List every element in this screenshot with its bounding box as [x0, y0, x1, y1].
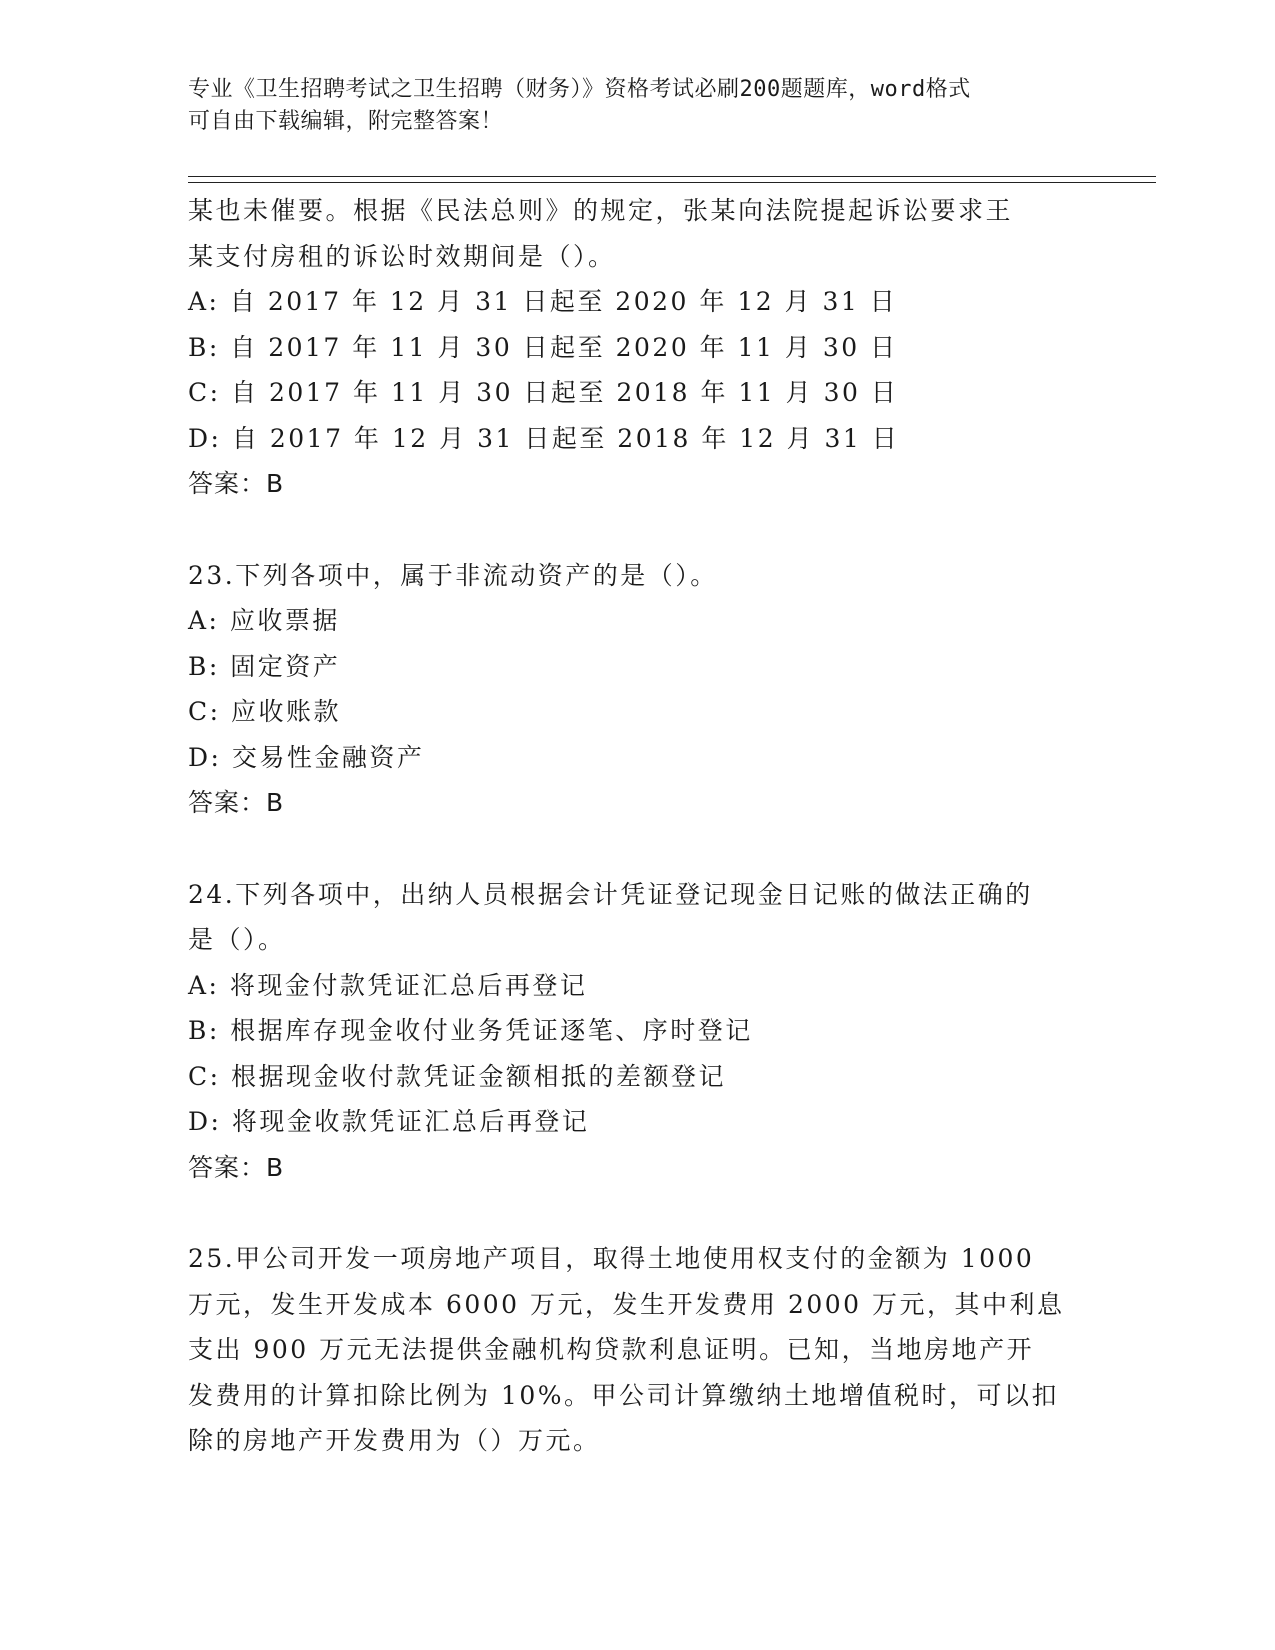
option-c: C: 根据现金收付款凭证金额相抵的差额登记 — [188, 1061, 726, 1091]
question-24 — [188, 872, 1088, 1191]
question-spacer — [188, 1190, 1088, 1236]
answer-line: 答案：B — [188, 1152, 285, 1182]
option-d: D: 自 2017 年 12 月 31 日起至 2018 年 12 月 31 日 — [188, 423, 900, 453]
question-stem-line: 万元，发生开发成本 6000 万元，发生开发费用 2000 万元，其中利息 — [188, 1289, 1065, 1319]
option-a: A: 应收票据 — [188, 606, 340, 635]
header-line-1: 专业《卫生招聘考试之卫生招聘（财务）》资格考试必刷200题题库，word格式 — [188, 77, 971, 102]
answer-line: 答案：B — [188, 469, 285, 498]
question-23 — [188, 553, 1088, 826]
question-stem-line: 是（）。 — [188, 925, 286, 954]
option-b: B: 自 2017 年 11 月 30 日起至 2020 年 11 月 30 日 — [188, 332, 898, 362]
document-header — [188, 74, 1088, 138]
question-spacer — [188, 826, 1088, 872]
answer-line: 答案：B — [188, 788, 285, 817]
option-b: B: 根据库存现金收付业务凭证逐笔、序时登记 — [188, 1016, 753, 1045]
question-spacer — [188, 507, 1088, 553]
header-divider-top — [188, 176, 1156, 177]
option-c: C: 自 2017 年 11 月 30 日起至 2018 年 11 月 30 日 — [188, 378, 899, 407]
document-body — [188, 188, 1088, 1464]
question-stem-line: 25.甲公司开发一项房地产项目，取得土地使用权支付的金额为 1000 — [188, 1244, 1035, 1273]
question-22 — [188, 188, 1088, 507]
question-stem-line: 某支付房租的诉讼时效期间是（）。 — [188, 241, 616, 271]
option-b: B: 固定资产 — [188, 651, 341, 681]
question-stem-line: 支出 900 万元无法提供金融机构贷款利息证明。已知，当地房地产开 — [188, 1335, 1035, 1364]
header-line-2: 可自由下载编辑，附完整答案！ — [188, 109, 504, 134]
header-divider-bottom — [188, 182, 1156, 183]
question-stem-line: 发费用的计算扣除比例为 10%。甲公司计算缴纳土地增值税时，可以扣 — [188, 1380, 1060, 1410]
option-d: D: 交易性金融资产 — [188, 742, 425, 772]
question-stem-line: 某也未催要。根据《民法总则》的规定，张某向法院提起诉讼要求王 — [188, 196, 1014, 225]
question-stem-line: 24.下列各项中，出纳人员根据会计凭证登记现金日记账的做法正确的 — [188, 879, 1033, 909]
option-a: A: 自 2017 年 12 月 31 日起至 2020 年 12 月 31 日 — [188, 287, 898, 316]
option-a: A: 将现金付款凭证汇总后再登记 — [188, 970, 588, 1000]
question-25 — [188, 1236, 1088, 1464]
option-d: D: 将现金收款凭证汇总后再登记 — [188, 1107, 590, 1136]
option-c: C: 应收账款 — [188, 697, 341, 726]
question-stem-line: 23.下列各项中，属于非流动资产的是（）。 — [188, 560, 718, 590]
question-stem-line: 除的房地产开发费用为（）万元。 — [188, 1426, 601, 1455]
